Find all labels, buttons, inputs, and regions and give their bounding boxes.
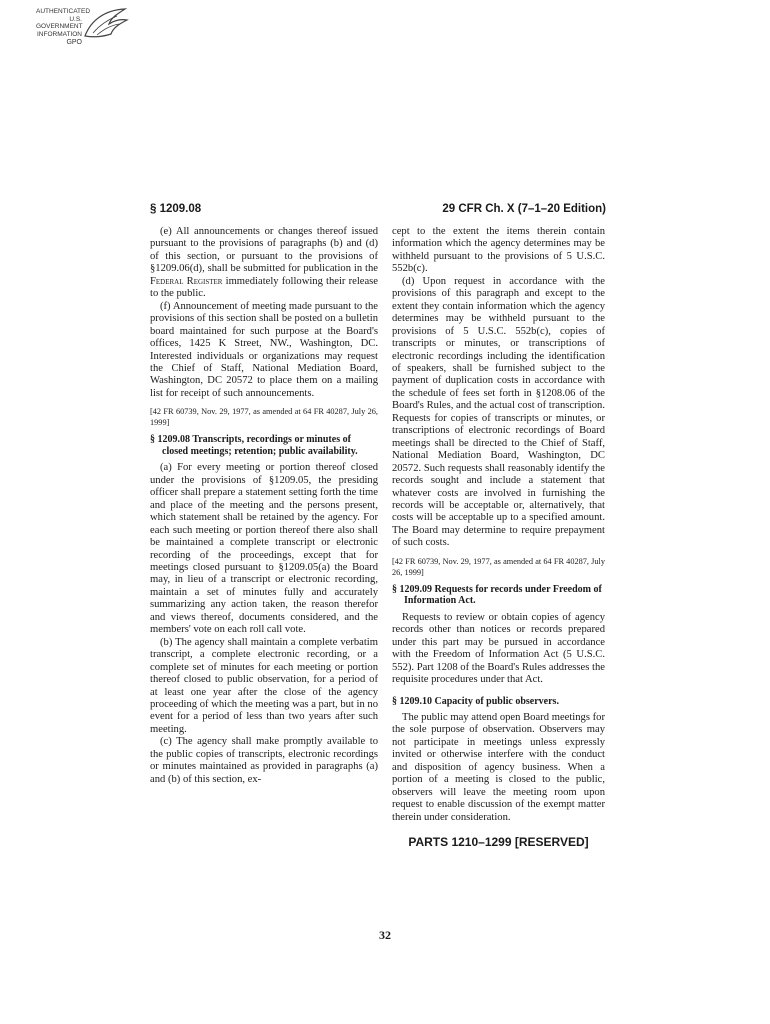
eagle-icon [81,6,131,46]
seal-line-gpo: GPO [66,39,82,46]
left-column [150,226,378,786]
running-header [150,203,606,219]
federal-register-text: Federal Register [150,275,223,287]
page-number: 32 [379,928,391,942]
paragraph-1209-09: Requests to review or obtain copies of agency records other than notices or records prepared under this part may be pursued in accordance with the Freedom of Information Act (5 U.S.C. 552). Part 1208 of the Board's Rules addresses the requisite procedures under that Act. [392,611,605,686]
section-heading-1209-10: § 1209.10 Capacity of public observers. [392,695,559,707]
citation: [42 FR 60739, Nov. 29, 1977, as amended at 64 FR 40287, July 26, 1999] [150,407,378,428]
paragraph-1209-10: The public may attend open Board meetings for the sole purpose of observation. Observers may not participate in meetings unless expressly invited or otherwise interfere with the conduct and disposition of agency business. When a portion of a meeting is closed to the public, observers will leave the meeting room upon request to enable discussion of the exempt matter therein under consideration. [392,712,605,823]
paragraph-c-continued: cept to the extent the items therein contain information which the agency determines may be withheld pursuant to the provisions of 5 U.S.C. 552b(c). [392,226,605,275]
paragraph-a: (a) For every meeting or portion thereof closed under the provisions of §1209.05, the presiding officer shall prepare a statement setting forth the time and place of the meeting and the persons present, which statement shall be retained by the agency. For each such meeting or portion thereof there also shall be maintained a complete transcript or electronic recording of the proceedings, except that for meetings closed pursuant to §1209.05(a) the Board may, in lieu of a transcript or electronic recording, maintain a set of minutes fully and accurately summarizing any action taken, the reason therefor and views thereof, documents considered, and the members' vote on each roll call vote. [150,462,378,636]
citation: [42 FR 60739, Nov. 29, 1977, as amended at 64 FR 40287, July 26, 1999] [392,556,605,577]
paragraph-e: (e) All announcements or changes thereof issued pursuant to the provisions of paragraphs (b) and (d) of this section, or pursuant to the provisions of §1209.06(d), shall be submitted for publication in the Federal Register immediately following their release to the public. [150,226,378,300]
right-column [392,226,605,849]
header-section-number: § 1209.08 [150,203,202,215]
seal-line-government: U.S. GOVERNMENT [36,15,83,30]
gpo-authentication-seal [36,8,156,44]
paragraph-c: (c) The agency shall make promptly available to the public copies of transcripts, electronic recordings or minutes maintained as provided in paragraphs (a) and (b) of this section, ex- [150,736,378,785]
seal-line-information: INFORMATION [36,30,82,38]
header-edition: 29 CFR Ch. X (7–1–20 Edition) [442,203,606,215]
seal-line-authenticated: AUTHENTICATED [36,8,91,15]
paragraph-d: (d) Upon request in accordance with the provisions of this paragraph and except to the extent they contain information which the agency determines may be withheld pursuant to the provisions of 5 U.S.C. 552b(c), copies of transcripts or minutes, or transcriptions of electronic recordings including the identification of speakers, shall be furnished subject to the payment of duplication costs in accordance with the schedule of fees set forth in §1208.06 of the Board's Rules, and the actual cost of transcription. Requests for copies of transcripts or minutes, or transcriptions of electronic recordings of Board meetings shall be directed to the Chief of Staff, National Mediation Board, Washington, DC 20572. Such requests shall reasonably identify the records sought and include a statement that whatever costs are involved in furnishing the records will be acceptable or, alternatively, that costs will be acceptable up to a specified amount. The Board may determine to require prepayment of such costs. [392,275,605,549]
seal-text [36,8,91,47]
section-heading-1209-08: § 1209.08 Transcripts, recordings or minutes of closed meetings; retention; public availability. [150,434,358,457]
paragraph-b: (b) The agency shall maintain a complete verbatim transcript, a complete electronic recording, or a complete set of minutes for each meeting or portion thereof closed to public observation, for a period of at least one year after the close of the agency proceeding of which the meeting was a part, but in no event for a period of less than two years after such meeting. [150,636,378,735]
parts-reserved-heading: PARTS 1210–1299 [RESERVED] [408,835,589,850]
paragraph-f: (f) Announcement of meeting made pursuant to the provisions of this section shall be posted on a bulletin board maintained for such purpose at the Board's offices, 1425 K Street, NW., Washington, DC. Interested individuals or organizations may request the Chief of Staff, National Mediation Board, Washington, DC 20572 to place them on a mailing list for receipt of such announcements. [150,300,378,399]
section-heading-1209-09: § 1209.09 Requests for records under Freedom of Information Act. [392,583,602,607]
